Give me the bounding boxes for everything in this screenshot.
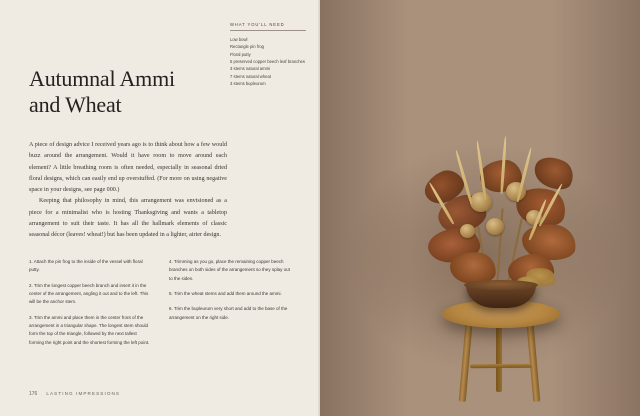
step-item: 5. Trim the wheat stems and add them around the ammi. (169, 290, 282, 296)
step-item: 3. Trim the ammi and place them in the center front of the arrangement in a triangular shape. The longest stem should form the top of the triangle, followed by the next tallest forming the right point and the shortest forming the left point. (29, 314, 150, 345)
page-number: 176 (29, 391, 38, 397)
right-photo-page (320, 0, 640, 416)
step-item: 2. Trim the longest copper beech branch and insert it in the center of the arrangement, angling it out and to the left. This will be the anchor stem. (29, 282, 149, 305)
running-head: LASTING IMPRESSIONS (46, 391, 121, 396)
step-item: 4. Trimming as you go, place the remaining copper beech branches on both sides of the arrangement so they splay out to the sides. (169, 259, 290, 281)
list-item: 5 preserved copper beech leaf branches (230, 59, 305, 65)
stool-stretcher (470, 364, 532, 369)
materials-heading: WHAT YOU'LL NEED (230, 22, 306, 31)
page-title: Autumnal Ammi and Wheat (29, 66, 175, 117)
list-item: 3 stems bupleurum (230, 81, 266, 87)
body-copy (29, 140, 227, 241)
body-paragraph: Keeping that philosophy in mind, this arrangement was envisioned as a piece for a minimalist who is hosting Thanksgiving and wants a tabletop arrangement to suit their taste. It has all the hallmark elements of classic seasonal décor (leaves! wheat!) but has been updated in a lighter, airier design. (29, 198, 227, 239)
left-text-page (0, 0, 318, 416)
dried-flower-arrangement (320, 0, 640, 320)
materials-list-block (230, 22, 306, 87)
materials-items (230, 36, 306, 87)
list-item: Rectangle pin frog (230, 44, 264, 50)
list-item: 3 stems natural ammi (230, 66, 271, 72)
steps-column-right (169, 258, 291, 347)
list-item: Floral putty (230, 51, 251, 57)
bowl-rim (464, 280, 538, 290)
ammi-head (470, 192, 492, 212)
ammi-head (486, 218, 504, 235)
stool-leg-back (496, 318, 502, 392)
list-item: Low bowl (230, 37, 248, 42)
steps-section (29, 258, 291, 347)
step-item: 6. Trim the bupleurum very short and add to the base of the arrangement on the right side. (169, 306, 288, 320)
step-item: 1. Attach the pin frog to the inside of the vessel with floral putty. (29, 259, 143, 273)
list-item: 7 stems natural wheat (230, 73, 271, 79)
folio (29, 391, 120, 397)
body-paragraph: A piece of design advice I received years ago is to think about how a few would buzz around the arrangement. Would it have room to move around each element? A little breathing room is often needed, especially in seasonal dried floral designs, which can easily end up overstuffed. (For more on using negative space in your designs, see page 000.) (29, 142, 227, 194)
ammi-head (460, 224, 475, 238)
steps-column-left (29, 258, 151, 347)
